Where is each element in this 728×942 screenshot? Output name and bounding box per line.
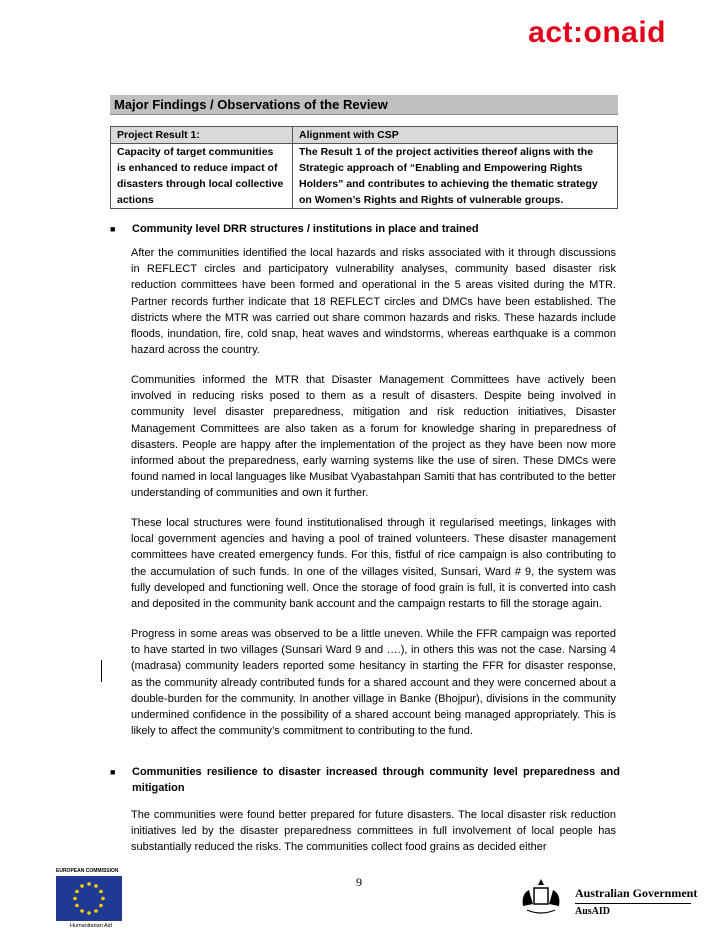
paragraph: The communities were found better prepared for future disasters. The local disaster risk reduction initiatives led by the disaster preparedness committees in full involvement of local people has substantially reduced the risks. The communities collect food grains as decided either [131, 809, 616, 854]
alignment-cell [293, 144, 618, 209]
project-result-table [110, 126, 618, 209]
coat-of-arms-icon [517, 876, 565, 918]
paragraph: Communities informed the MTR that Disaster Management Committees have actively been involved in reducing risks posed to them as a result of disasters. Despite being involved in community level disaster preparedness, mitigation and risk reduction initiatives, Disaster Management Committees are also taken as a forum for knowledge sharing in preparedness of disasters. People are happy after the implementation of the project as they have been now more informed about the preparedness, early warning systems like the use of siren. These DMCs were found named in local languages like Musibat Vyabastahpan Samiti that has contributed to the better understanding of communities and own it further. [131, 374, 616, 500]
bullet-square-icon: ■ [110, 767, 116, 777]
bullet-square-icon: ■ [110, 224, 116, 234]
bullet-heading-text: Communities resilience to disaster increased through community level preparedness and mitigation [132, 766, 620, 794]
cell-line: actions [117, 194, 154, 206]
australian-government-logo [515, 876, 698, 926]
cell-line: is enhanced to reduce impact of [117, 162, 278, 174]
cell-line: disasters through local collective [117, 178, 284, 190]
cell-line: The Result 1 of the project activities thereof aligns with the [299, 146, 594, 158]
bullet-heading [110, 221, 620, 237]
project-result-header: Project Result 1: [111, 127, 293, 144]
paragraph: These local structures were found institutionalised through it regularised meetings, linkages with local government agencies and having a pool of trained volunteers. These disaster management committees have created emergency funds. For this, fistful of rice campaign is also contributing to the accumulation of such funds. In one of the villages visited, Sunsari, Ward # 9, the system was fully developed and functioning well. Once the storage of food grain is full, it is converted into cash and deposited in the community bank account and the campaign restarts to fill the storage again. [131, 517, 616, 611]
project-result-cell [111, 144, 293, 209]
aus-government-title: Australian Government [575, 886, 698, 900]
cell-line: Capacity of target communities [117, 146, 274, 158]
divider [575, 903, 691, 904]
eu-caption: Humanitarian Aid [70, 923, 112, 929]
table-row [111, 144, 618, 209]
actionaid-logo: act:onaid [528, 16, 666, 49]
cell-line: Holders” and contributes to achieving the thematic strategy [299, 178, 598, 190]
section-title: Major Findings / Observations of the Review [110, 95, 618, 115]
cell-line: Strategic approach of “Enabling and Empowering Rights [299, 162, 583, 174]
paragraph: Progress in some areas was observed to be a little uneven. While the FFR campaign was reported to have started in two villages (Sunsari Ward 9 and ….), in others this was not the case. Narsing 4 (madrasa) community leaders reported some hesitancy in starting the FFR for disaster response, as the community already contributed funds for a shared account and they were concerned about a double-burden for the community. In another village in Banke (Bhojpur), divisions in the community undermined confidence in the possibility of a shared account being managed appropriately. This is likely to affect the community’s commitment to contributing to the fund. [131, 628, 616, 738]
eu-flag-icon [56, 876, 122, 921]
cell-line: on Women’s Rights and Rights of vulnerable groups. [299, 194, 564, 206]
revision-bar [101, 660, 102, 682]
bullet-heading-text: Community level DRR structures / institutions in place and trained [132, 223, 479, 235]
ausaid-label: AusAID [575, 906, 611, 917]
eu-logo [56, 868, 126, 929]
alignment-header: Alignment with CSP [293, 127, 618, 144]
eu-heading: EUROPEAN COMMISSION [56, 868, 119, 874]
table-header-row [111, 127, 618, 144]
bullet-heading [110, 764, 620, 796]
page-number: 9 [356, 875, 362, 889]
paragraph: After the communities identified the local hazards and risks associated with it through discussions in REFLECT circles and participatory vulnerability analyses, community based disaster risk reduction committees have been formed and operational in the 5 areas visited during the MTR. Partner records further indicate that 18 REFLECT circles and DMCs have been established. The districts where the MTR was carried out share common hazards and risks. These hazards include floods, inundation, fire, cold snap, heat waves and windstorms, whereas earthquake is a common hazard across the country. [131, 247, 616, 357]
